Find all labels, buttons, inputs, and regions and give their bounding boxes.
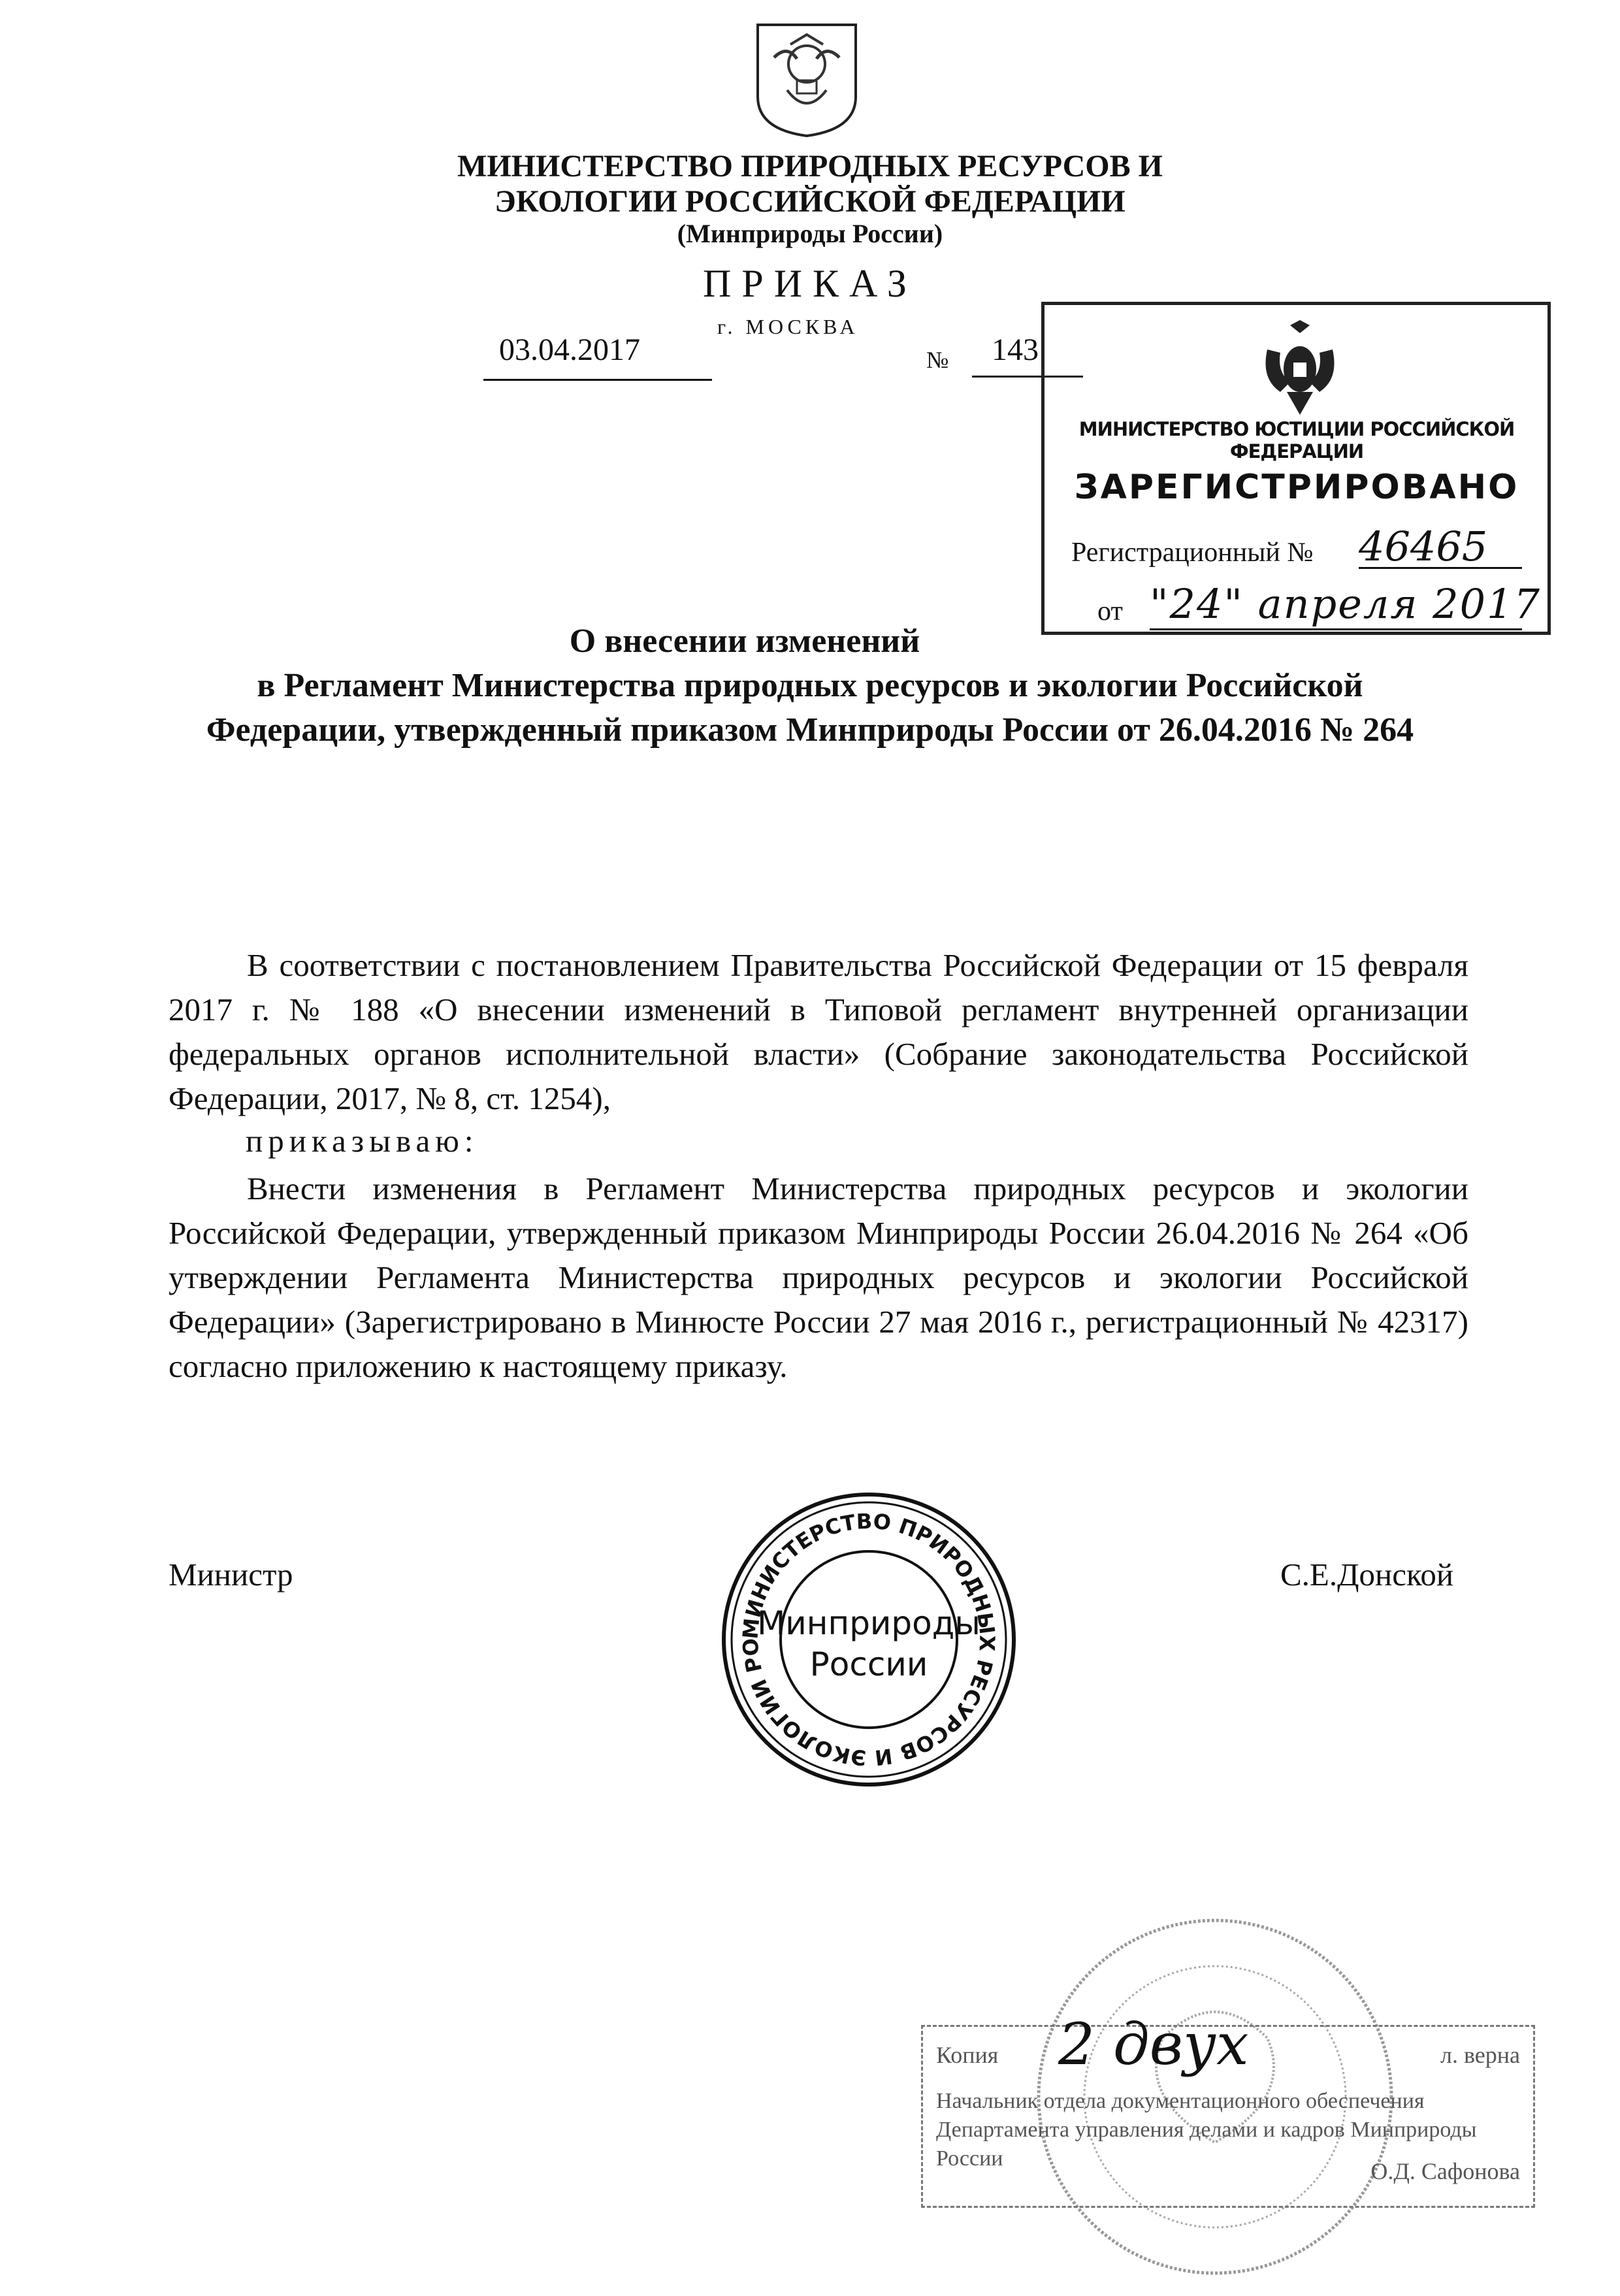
signatory-role: Министр [169,1557,293,1593]
copy-left-label: Копия [936,2042,999,2068]
number-sign: № [926,347,949,373]
body-paragraph-1: В соответствии с постановлением Правительства Российской Федерации от 15 февраля 2017 г. № 188 «О внесении изменений в Типовой регламент внутренней организации федеральных органов исполнительной власти» (Собрание законодательства Российской Федерации, 2017, № 8, ст. 1254), [169,947,1468,1116]
document-type: ПРИКАЗ [703,262,917,305]
order-number: 143 [992,332,1039,367]
eagle-emblem-icon [1254,320,1346,418]
stamp-status: ЗАРЕГИСТРИРОВАНО [1074,468,1519,507]
order-date: 03.04.2017 [499,332,640,367]
seal-center-line-1: Минприроды [757,1604,980,1642]
stamp-organization: МИНИСТЕРСТВО ЮСТИЦИИ РОССИЙСКОЙ ФЕДЕРАЦИИ [1078,418,1515,462]
ministry-short-name: (Минприроды России) [677,219,943,248]
seal-center-line-2: России [809,1645,928,1683]
document-title [0,619,1620,752]
official-seal [719,1489,1019,1790]
title-line-2: в Регламент Министерства природных ресурсов и экологии Российской Федерации, утвержденный приказом Минприроды России от 26.04.2016 № 264 [206,667,1414,749]
body-paragraph-2: Внести изменения в Регламент Министерства природных ресурсов и экологии Российской Федерации, утвержденный приказом Минприроды России 26.04.2016 № 264 «Об утверждении Регламента Министерства природных ресурсов и экологии Российской Федерации» (Зарегистрировано в Минюсте России 27 мая 2016 г., регистрационный № 42317) согласно приложению к настоящему приказу. [169,1171,1468,1384]
decree-word: приказываю: [246,1123,479,1159]
coat-of-arms-emblem [751,18,862,139]
stamp-from-date: "24" апреля 2017 [1150,580,1541,628]
date-underline [483,379,712,381]
stamp-regno-label: Регистрационный № [1071,538,1314,568]
signatory-name: С.Е.Донской [1280,1557,1454,1593]
title-line-1: О внесении изменений [569,623,920,660]
stamp-regno-underline [1359,567,1522,569]
seal-ring-text: МИНИСТЕРСТВО ПРИРОДНЫХ РЕСУРСОВ И ЭКОЛОГИИ РО [737,1508,1000,1771]
stamp-regno-value: 46465 [1359,523,1488,570]
city: г. МОСКВА [717,315,859,338]
stamp-from-label: от [1097,596,1123,626]
copy-right-label: л. верна [1440,2042,1520,2068]
ministry-name: МИНИСТЕРСТВО ПРИРОДНЫХ РЕСУРСОВ И ЭКОЛОГИИ РОССИЙСКОЙ ФЕДЕРАЦИИ [457,149,1163,219]
copy-handwritten-count: 2 двух [1058,2011,1249,2078]
copy-position: Начальник отдела документационного обеспечения Департамента управления делами и кадров Минприроды России [936,2089,1477,2171]
copy-signer-name: О.Д. Сафонова [1370,2158,1520,2184]
